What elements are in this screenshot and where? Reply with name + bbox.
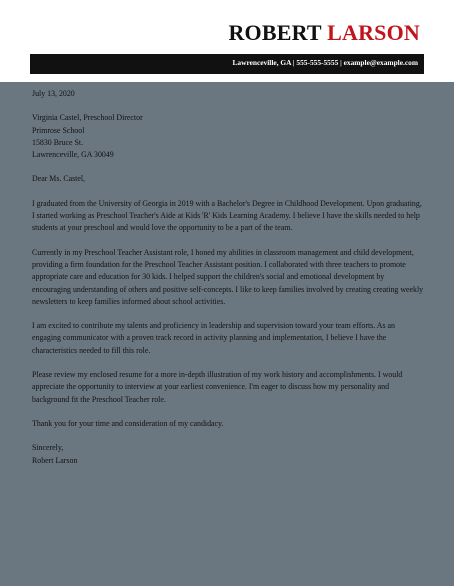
body-paragraph-2: Currently in my Preschool Teacher Assistant role, I honed my abilities in classroom management and child development, providing a firm foundation for the Preschool Teacher Assistant position. I collaborated with three teachers to promote appropriate care and education for 30 kids. I helped support the children's social and emotional development by encouraging understanding of others and positive self-concepts. I like to keep families involved by creating creating weekly newsletters to keep families informed about school activities. xyxy=(32,247,424,306)
letter-date: July 13, 2020 xyxy=(32,89,75,98)
letterhead xyxy=(0,0,454,82)
last-name: LARSON xyxy=(327,20,420,45)
first-name: ROBERT xyxy=(228,20,322,45)
contact-info: Lawrenceville, GA | 555-555-5555 | example@example.com xyxy=(232,58,418,67)
recipient-street: 15830 Bruce St. xyxy=(32,137,84,147)
signature: Robert Larson xyxy=(32,455,78,465)
recipient-address xyxy=(32,112,424,161)
salutation: Dear Ms. Castel, xyxy=(32,174,86,184)
contact-bar xyxy=(30,54,424,74)
recipient-organization: Primrose School xyxy=(32,125,85,135)
applicant-name xyxy=(228,20,420,46)
recipient-name-title: Virginia Castel, Preschool Director xyxy=(32,113,143,123)
closing: Sincerely, xyxy=(32,443,64,453)
body-paragraph-1: I graduated from the University of Georgia in 2019 with a Bachelor's Degree in Childhood Development. Upon graduating, I started working as Preschool Teacher's Aide at Kids 'R' Kids Learning Academy. I believe I have the skills needed to help students at your preschool and would love the opportunity to be a part of the team. xyxy=(32,198,422,233)
closing-block xyxy=(32,442,424,467)
body-paragraph-4: Please review my enclosed resume for a more in-depth illustration of my work history and accomplishments. I would appreciate the opportunity to interview at your earliest convenience. I'm eager to discuss how my personality and background fit the Preschool Teacher role. xyxy=(32,370,403,404)
recipient-city-state-zip: Lawrenceville, GA 30049 xyxy=(32,150,114,160)
letter-body xyxy=(32,88,424,479)
body-paragraph-3: I am excited to contribute my talents and proficiency in leadership and supervision toward your team efforts. As an engaging communicator with a proven track record in activity planning and implementation, I believe I have the characteristics needed to fill this role. xyxy=(32,321,395,355)
body-paragraph-5: Thank you for your time and consideration of my candidacy. xyxy=(32,418,224,428)
